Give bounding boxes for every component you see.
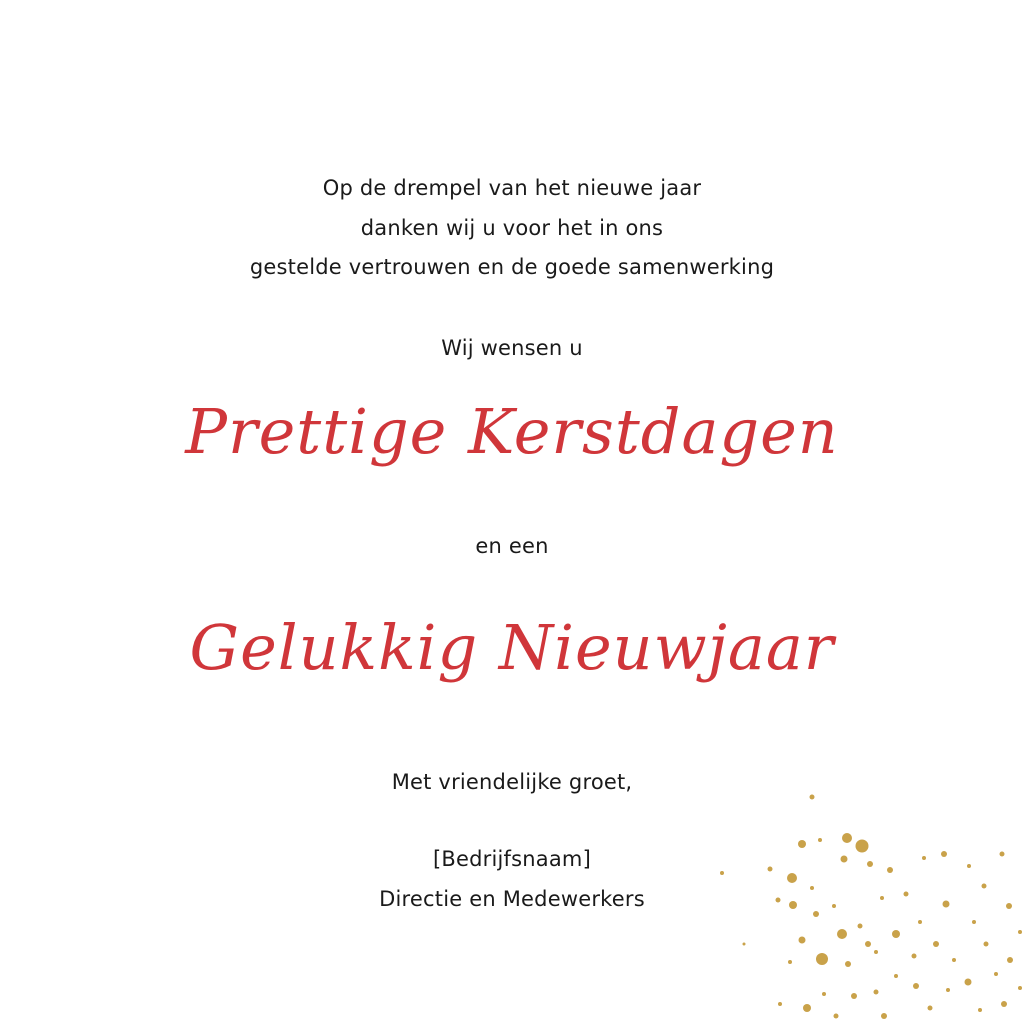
headline-new-year: Gelukkig Nieuwjaar [189, 611, 835, 684]
intro-line-3: gestelde vertrouwen en de goede samenwerking [249, 255, 775, 279]
gold-speckles [720, 795, 1022, 1020]
headline-christmas: Prettige Kerstdagen [185, 395, 839, 468]
gold-speckles-decoration [684, 794, 1024, 1024]
company-name: [Bedrijfsnaam] [433, 847, 591, 871]
wish-intro: Wij wensen u [441, 336, 583, 360]
intro-line-1: Op de drempel van het nieuwe jaar [322, 176, 702, 200]
intro-line-2: danken wij u voor het in ons [360, 216, 664, 240]
signature-team: Directie en Medewerkers [379, 887, 645, 911]
connector-text: en een [475, 534, 549, 558]
closing-text: Met vriendelijke groet, [391, 770, 633, 794]
